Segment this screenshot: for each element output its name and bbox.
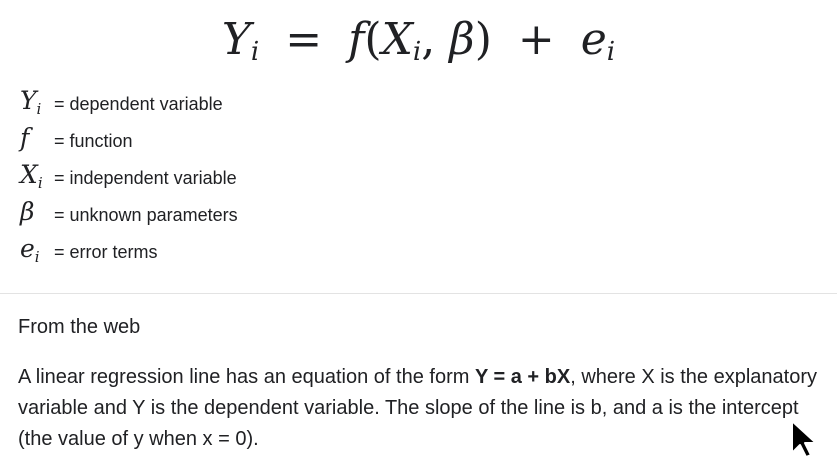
mouse-pointer-icon-svg: [789, 419, 829, 459]
formula-x-sub: i: [412, 37, 422, 67]
definition-symbol: [20, 86, 54, 124]
formula-comma: ,: [421, 14, 436, 65]
symbol-sub: i: [34, 247, 40, 266]
symbol-main: β: [20, 196, 35, 226]
regression-formula: [0, 12, 837, 80]
formula-func: f: [348, 14, 365, 65]
snippet-text-part1: A linear regression line has an equation of the form: [18, 366, 475, 388]
formula-x: X: [381, 14, 413, 65]
definition-list: [20, 86, 420, 271]
formula-lhs: Y: [221, 14, 251, 65]
definition-row: [20, 86, 420, 123]
definition-text: = dependent variable: [54, 94, 223, 114]
definition-row: [20, 123, 420, 160]
formula-e-sub: i: [606, 37, 616, 67]
definition-row: [20, 160, 420, 197]
symbol-main: e: [20, 233, 35, 263]
definition-text: = unknown parameters: [54, 205, 238, 225]
formula-lhs-sub: i: [250, 37, 260, 67]
symbol-main: Y: [20, 85, 37, 115]
mouse-pointer-icon: [789, 419, 829, 459]
section-divider: [0, 293, 837, 294]
web-snippet: [18, 362, 837, 455]
symbol-sub: i: [36, 99, 42, 118]
definition-symbol: [20, 234, 54, 272]
symbol-sub: i: [37, 173, 43, 192]
definition-text: = function: [54, 131, 133, 151]
definition-symbol: [20, 197, 54, 235]
formula-equals: =: [285, 14, 323, 65]
symbol-main: X: [20, 159, 38, 189]
snippet-text-part2: , where X is the explanatory variable and Y is the dependent variable. The slope of the line is b, and a is the intercept (the value of y when x = 0).: [18, 366, 817, 450]
definition-symbol: [20, 160, 54, 198]
formula-beta: β: [449, 14, 475, 65]
formula-close-paren: ): [474, 14, 492, 65]
formula-open-paren: (: [364, 14, 382, 65]
snippet-bold-equation: Y = a + bX: [474, 366, 571, 388]
definition-symbol: [20, 123, 54, 161]
symbol-main: f: [20, 122, 30, 152]
definition-text: = independent variable: [54, 168, 237, 188]
formula-plus: +: [517, 14, 555, 65]
definition-text: = error terms: [54, 242, 158, 262]
definition-row: [20, 234, 420, 271]
definition-row: [20, 197, 420, 234]
from-the-web-heading: From the web: [18, 316, 141, 338]
formula-e: e: [580, 14, 607, 65]
